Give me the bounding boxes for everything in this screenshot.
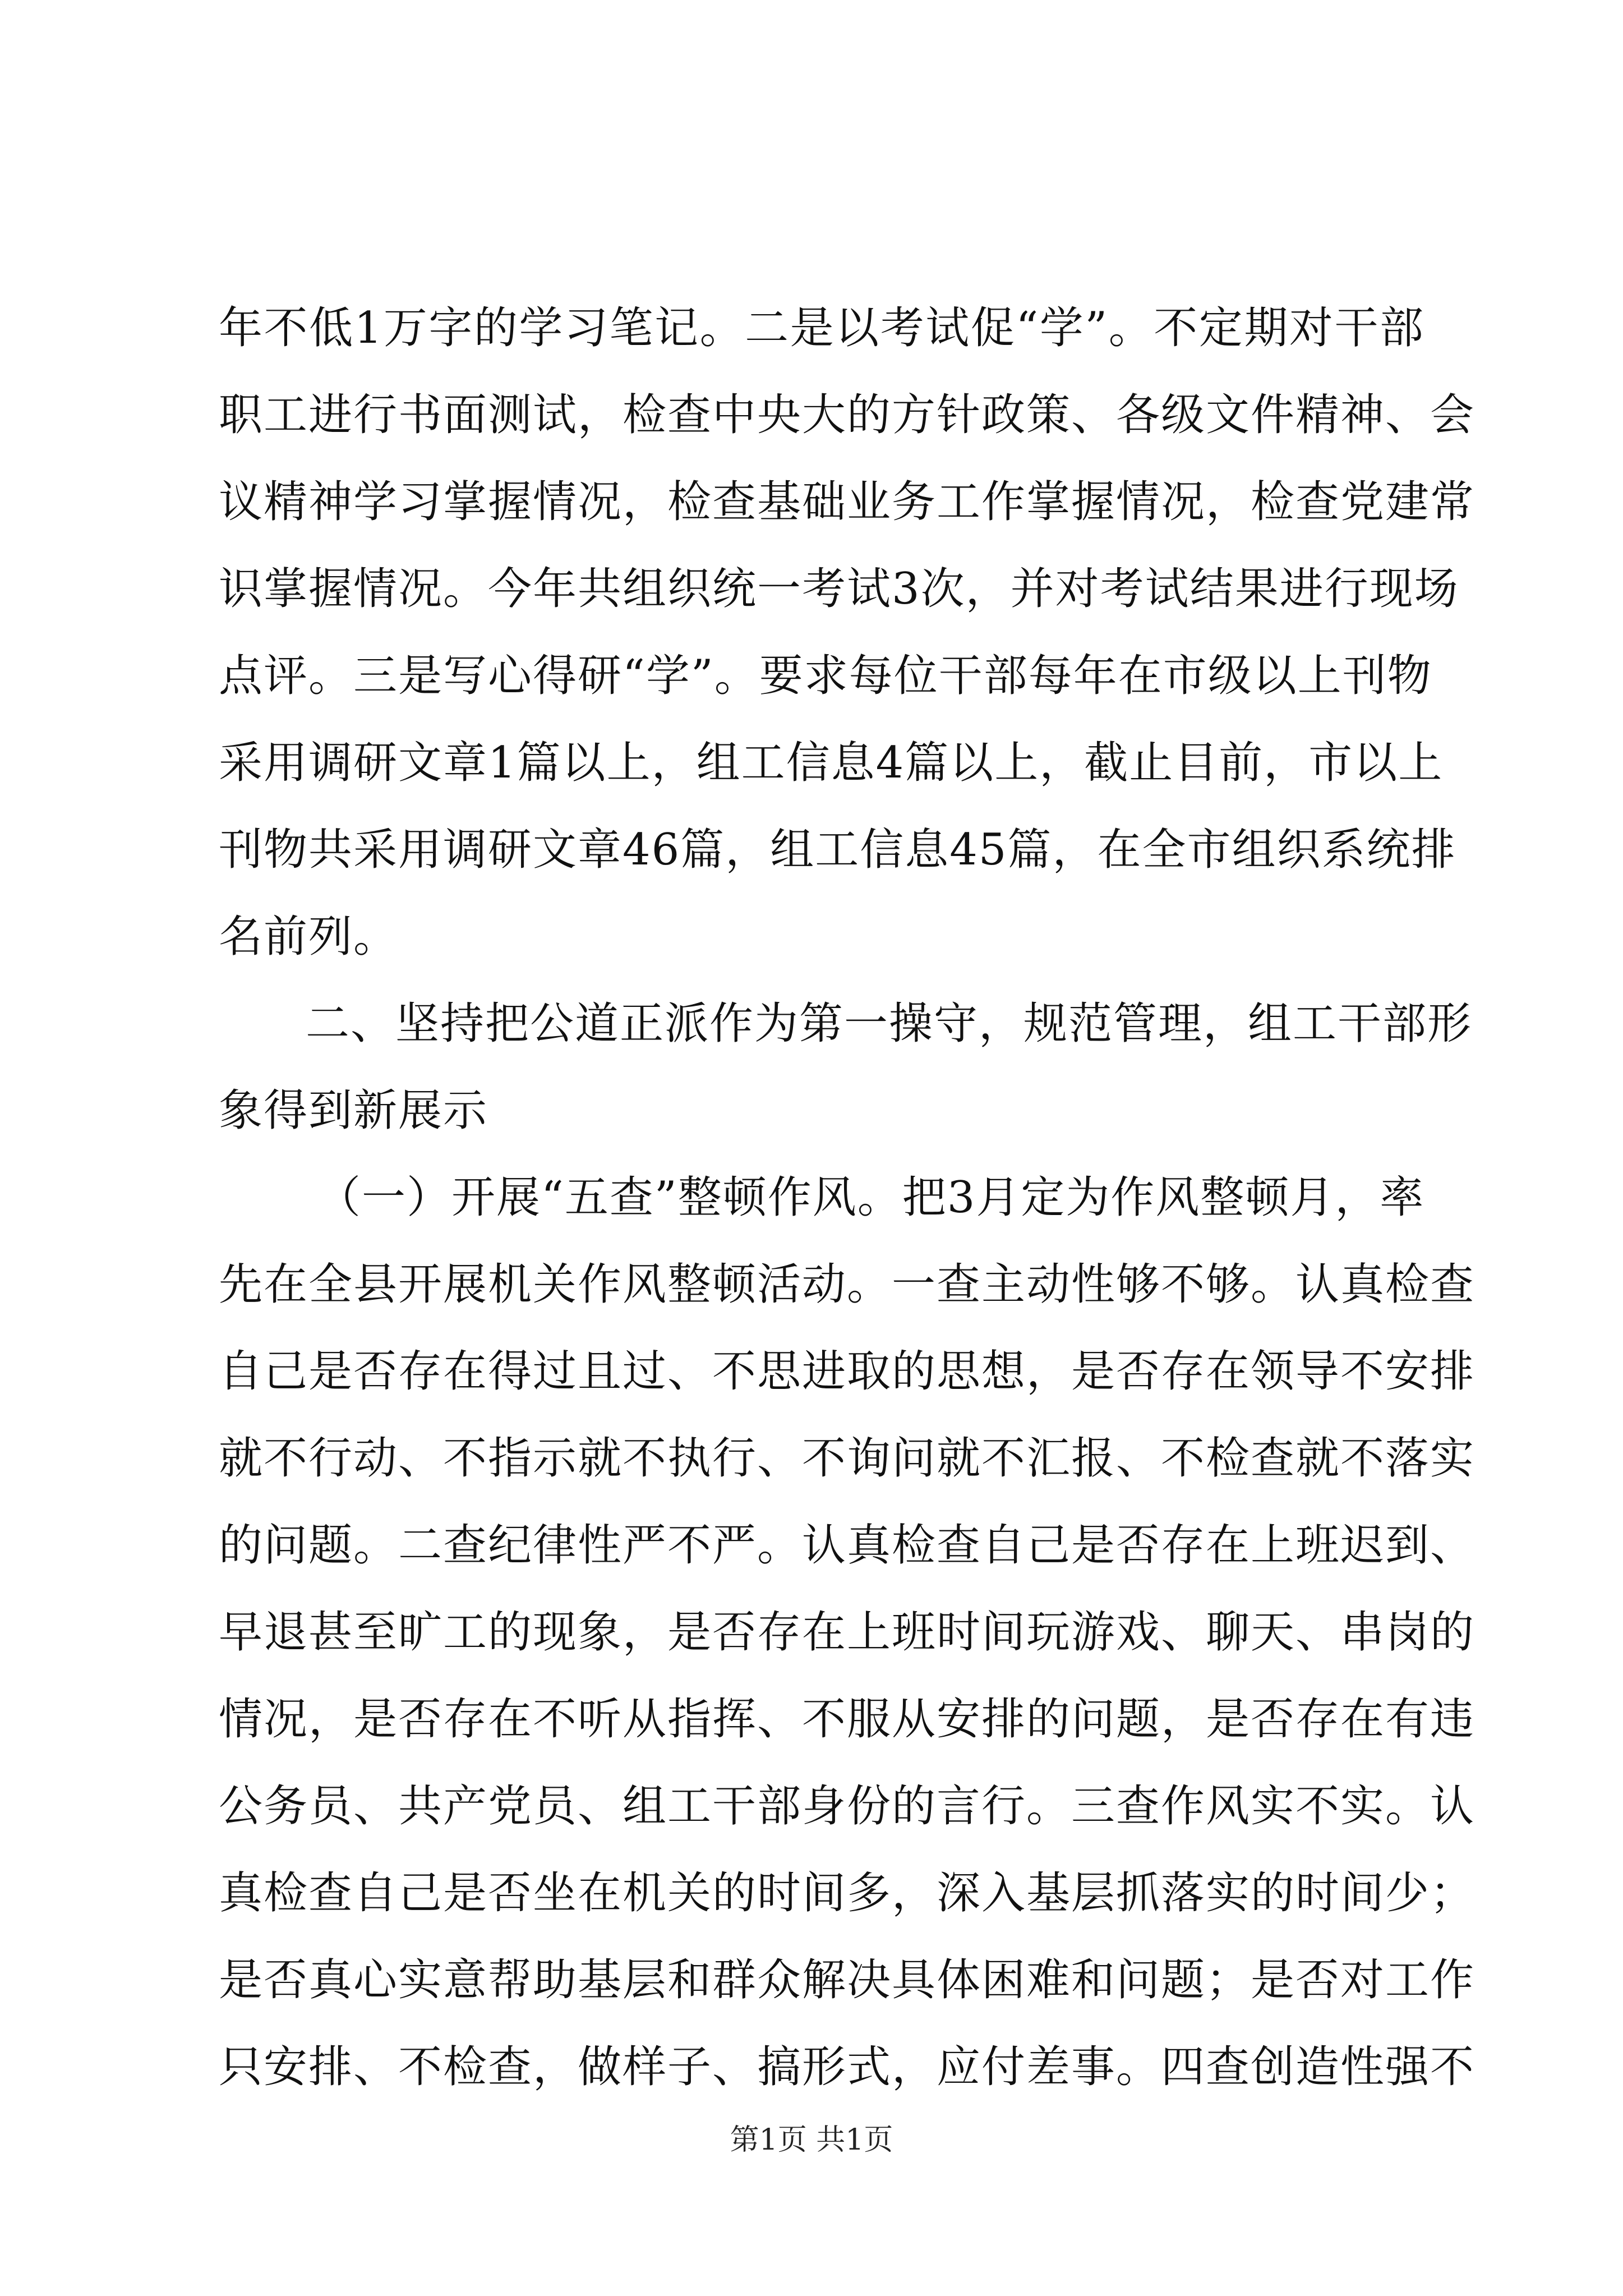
body-text-line: 真检查自己是否坐在机关的时间多，深入基层抓落实的时间少； <box>219 1868 1476 1918</box>
page-number-footer: 第1页 共1页 <box>730 2123 893 2157</box>
body-text-line: 名前列。 <box>219 912 399 962</box>
body-text-line: 自己是否存在得过且过、不思进取的思想，是否存在领导不安排 <box>219 1346 1476 1397</box>
body-text-line: 刊物共采用调研文章46篇，组工信息45篇，在全市组织系统排 <box>219 825 1456 875</box>
body-text-line: 议精神学习掌握情况，检查基础业务工作掌握情况，检查党建常 <box>219 477 1476 527</box>
body-text-line: 先在全县开展机关作风整顿活动。一查主动性够不够。认真检查 <box>219 1259 1476 1310</box>
body-text-line: 点评。三是写心得研“学”。要求每位干部每年在市级以上刊物 <box>219 651 1432 701</box>
body-text-line: 就不行动、不指示就不执行、不询问就不汇报、不检查就不落实 <box>219 1433 1476 1484</box>
body-text-line: 采用调研文章1篇以上，组工信息4篇以上，截止目前，市以上 <box>219 738 1444 788</box>
body-text-line: 公务员、共产党员、组工干部身份的言行。三查作风实不实。认 <box>219 1781 1476 1832</box>
body-text-line: 只安排、不检查，做样子、搞形式，应付差事。四查创造性强不 <box>219 2042 1476 2092</box>
subsection-text-line: （一）开展“五查”整顿作风。把3月定为作风整顿月，率 <box>317 1172 1425 1223</box>
body-text-line: 职工进行书面测试，检查中央大的方针政策、各级文件精神、会 <box>219 390 1476 440</box>
body-text-line: 早退甚至旷工的现象，是否存在上班时间玩游戏、聊天、串岗的 <box>219 1607 1476 1658</box>
body-text-line: 是否真心实意帮助基层和群众解决具体困难和问题；是否对工作 <box>219 1955 1476 2005</box>
body-text-line: 的问题。二查纪律性严不严。认真检查自己是否存在上班迟到、 <box>219 1520 1476 1571</box>
body-text-line: 识掌握情况。今年共组织统一考试3次，并对考试结果进行现场 <box>219 564 1459 614</box>
section-heading-continued: 象得到新展示 <box>219 1085 488 1136</box>
body-text-line: 年不低1万字的学习笔记。二是以考试促“学”。不定期对干部 <box>219 303 1424 353</box>
section-heading: 二、坚持把公道正派作为第一操守，规范管理，组工干部形 <box>306 999 1473 1049</box>
body-text-line: 情况，是否存在不听从指挥、不服从安排的问题，是否存在有违 <box>219 1694 1476 1745</box>
